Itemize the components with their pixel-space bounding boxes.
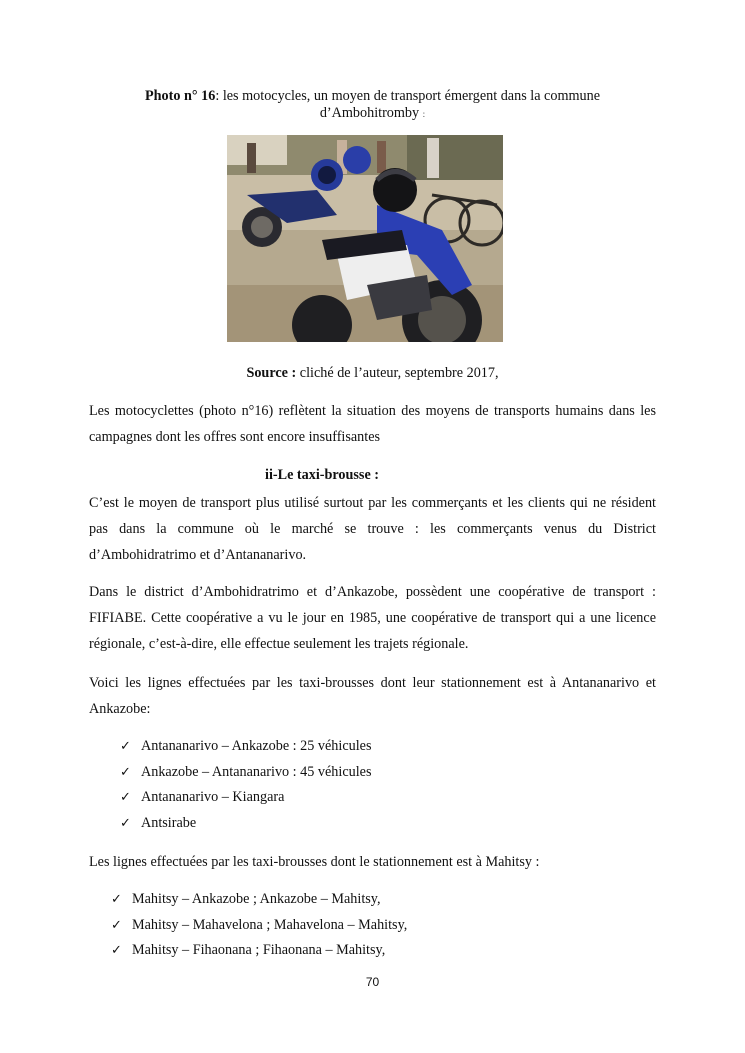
- photo-caption: [120, 88, 625, 123]
- list-item: ✓ Ankazobe – Antananarivo : 45 véhicules: [120, 760, 371, 786]
- paragraph-mahitsy-intro: Les lignes effectuées par les taxi-brousses dont le stationnement est à Mahitsy :: [89, 854, 540, 870]
- list-item: ✓ Mahitsy – Mahavelona ; Mahavelona – Mahitsy,: [111, 913, 407, 939]
- checkmark-icon: ✓: [111, 892, 122, 907]
- checkmark-icon: ✓: [120, 739, 131, 754]
- list-item: ✓ Mahitsy – Fihaonana ; Fihaonana – Mahitsy,: [111, 938, 407, 964]
- checklist-mahitsy: [111, 887, 407, 964]
- photo-source: [0, 365, 745, 382]
- checkmark-icon: ✓: [111, 917, 122, 933]
- checkmark-icon: ✓: [120, 815, 131, 831]
- photo-illustration: [227, 135, 503, 342]
- list-item: ✓ Antananarivo – Kiangara: [120, 785, 371, 811]
- caption-trailing: :: [422, 109, 426, 119]
- checkmark-icon: ✓: [111, 943, 122, 958]
- page-number: 70: [365, 975, 380, 989]
- checkmark-icon: ✓: [120, 764, 131, 780]
- list-item: ✓ Mahitsy – Ankazobe ; Ankazobe – Mahitsy,: [111, 887, 407, 913]
- checklist-antananarivo-ankazobe: [120, 734, 371, 836]
- paragraph-motorcycles: Les motocyclettes (photo n°16) reflètent la situation des moyens de transports humains dans les campagnes dont les offres sont encore insuffisantes: [89, 403, 656, 445]
- caption-label: Photo n° 16: [145, 88, 216, 104]
- paragraph-cooperative: Dans le district d’Ambohidratrimo et d’Ankazobe, possèdent une coopérative de transport : FIFIABE. Cette coopérative a vu le jour en 1985, une coopérative de transport qui a une licence régionale, c’est-à-dire, elle effectue seulement les trajets régionale.: [89, 584, 656, 652]
- source-label: Source :: [246, 365, 297, 381]
- list-item: ✓ Antsirabe: [120, 811, 371, 837]
- source-text: cliché de l’auteur, septembre 2017,: [299, 365, 499, 381]
- motorcycles-photo: [227, 135, 503, 342]
- list-item: ✓ Antananarivo – Ankazobe : 25 véhicules: [120, 734, 371, 760]
- paragraph-taxi-usage: C’est le moyen de transport plus utilisé surtout par les commerçants et les clients qui ne résident pas dans la commune où le marché se trouve : les commerçants venus du District d’Ambohidratrimo et d’Antananarivo.: [89, 495, 656, 563]
- paragraph-lines-intro: Voici les lignes effectuées par les taxi-brousses dont leur stationnement est à Antananarivo et Ankazobe:: [89, 675, 656, 717]
- section-heading-taxi-brousse: ii-Le taxi-brousse :: [265, 467, 380, 483]
- checkmark-icon: ✓: [120, 790, 131, 805]
- caption-text: : les motocycles, un moyen de transport émergent dans la commune d’Ambohitromby: [215, 88, 600, 121]
